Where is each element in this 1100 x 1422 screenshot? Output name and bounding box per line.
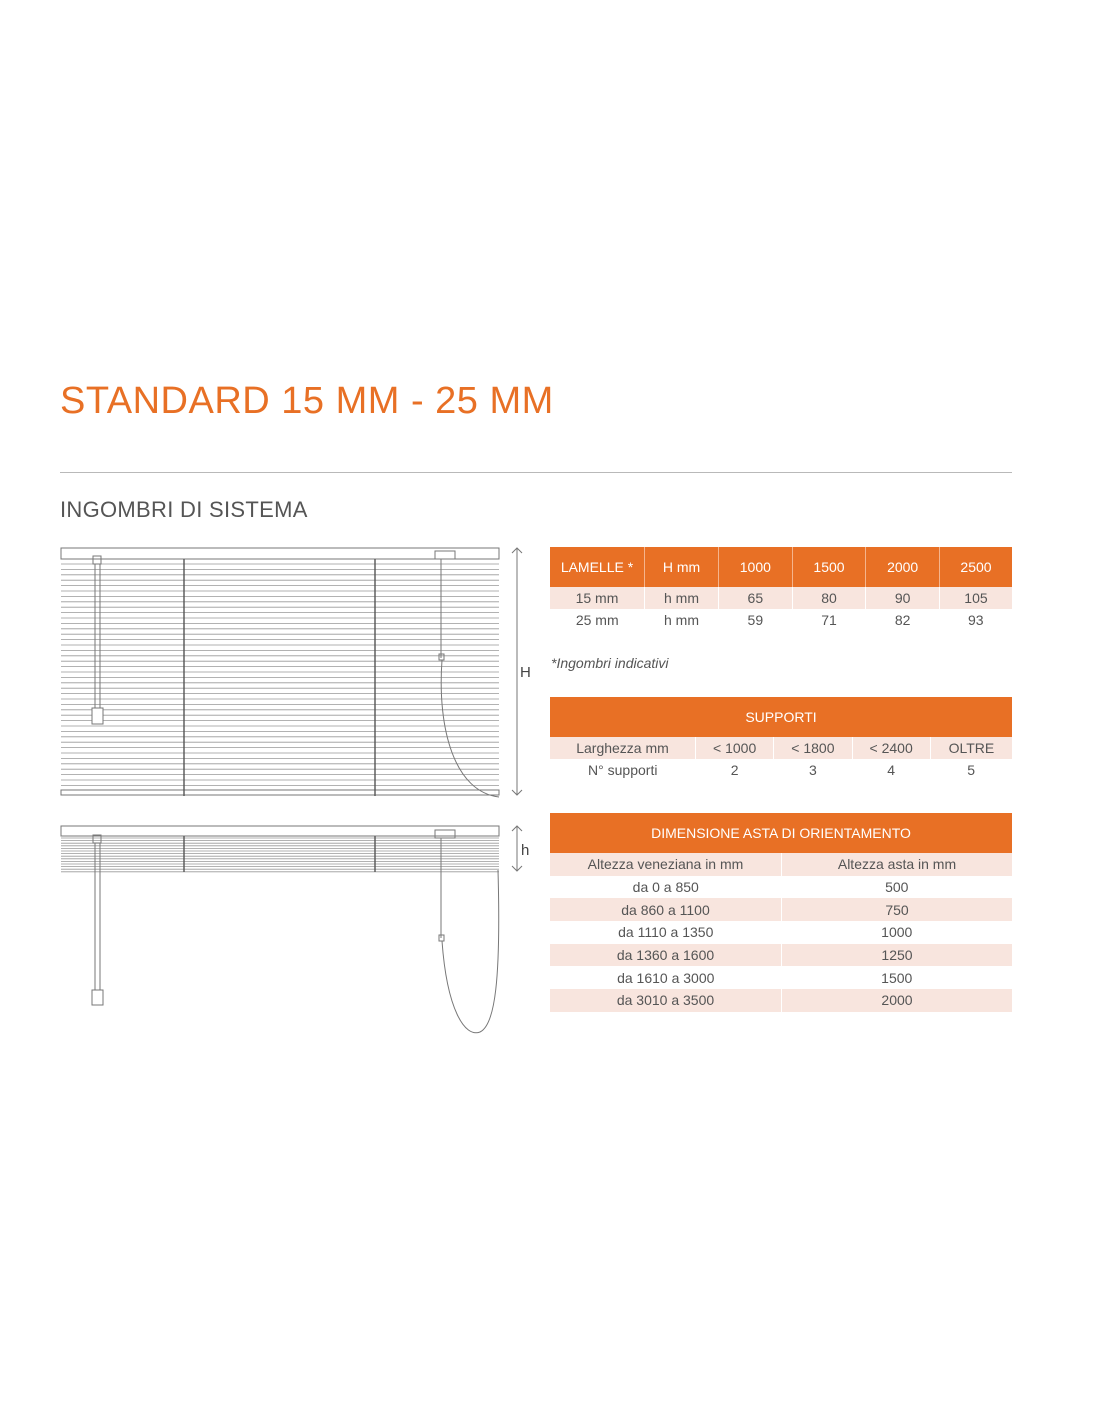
table-row: [550, 989, 1012, 1012]
table-row: [550, 737, 1012, 759]
table-row: [550, 944, 1012, 967]
table-cell: 1000: [881, 924, 913, 941]
table-cell: OLTRE: [930, 737, 1012, 759]
footnote: *Ingombri indicativi: [551, 655, 669, 671]
table-cell: h mm: [664, 612, 699, 628]
table-cell: 80: [792, 587, 866, 609]
header-cell: 2000: [866, 547, 940, 587]
table-cell: 71: [821, 612, 837, 628]
blind-drawing: [55, 540, 540, 1040]
table-cell: < 1000: [696, 737, 774, 759]
table-cell: 59: [747, 612, 764, 628]
wand-hook: [93, 556, 101, 564]
table-cell: Altezza asta in mm: [782, 853, 1013, 876]
lamelle-table: [550, 547, 1012, 631]
table-cell: da 3010 a 3500: [550, 989, 782, 1012]
page-title: STANDARD 15 MM - 25 MM: [60, 380, 554, 422]
divider: [60, 472, 1012, 473]
slats-stack: [61, 838, 499, 872]
table-cell: 65: [719, 587, 793, 609]
table-cell: 4: [887, 762, 896, 778]
table-row: [550, 966, 1012, 989]
table-row: [550, 609, 1012, 631]
table-header-row: [550, 813, 1012, 853]
table-cell: < 1800: [774, 737, 852, 759]
table-cell: 2: [730, 762, 739, 778]
table-cell: 5: [967, 762, 976, 778]
header-cell: 1000: [719, 547, 793, 587]
slats: [61, 564, 499, 785]
table-cell: 25 mm: [575, 612, 619, 628]
table-title: DIMENSIONE ASTA DI ORIENTAMENTO: [550, 813, 1012, 853]
table-row: [550, 587, 1012, 609]
wand-handle: [92, 708, 103, 724]
table-cell: N° supporti: [588, 762, 658, 778]
table-header-row: [550, 547, 1012, 587]
header-cell: LAMELLE *: [550, 547, 645, 587]
table-cell: < 2400: [852, 737, 930, 759]
table-cell: 82: [894, 612, 911, 628]
headrail: [61, 548, 499, 559]
table-cell: da 860 a 1100: [550, 898, 782, 921]
table-cell: Larghezza mm: [550, 737, 696, 759]
table-cell: da 0 a 850: [632, 879, 699, 896]
table-row: [550, 921, 1012, 944]
header-cell: 2500: [939, 547, 1012, 587]
table-row: [550, 876, 1012, 899]
table-title: SUPPORTI: [550, 697, 1012, 737]
table-cell: 1250: [782, 944, 1013, 967]
table-row: [550, 853, 1012, 876]
dimension-label-H: H: [520, 664, 531, 681]
table-cell: 2000: [782, 989, 1013, 1012]
table-cell: 750: [782, 898, 1013, 921]
table-row: [550, 898, 1012, 921]
table-cell: 105: [939, 587, 1012, 609]
asta-table: [550, 813, 1012, 1012]
table-cell: 500: [885, 879, 909, 896]
header-cell: 1500: [792, 547, 866, 587]
table-cell: 90: [866, 587, 940, 609]
table-cell: da 1610 a 3000: [617, 969, 715, 986]
section-subtitle: INGOMBRI DI SISTEMA: [60, 497, 308, 522]
cord-lock: [435, 551, 455, 559]
table-row: [550, 759, 1012, 781]
supporti-table: [550, 697, 1012, 781]
header-cell: H mm: [645, 547, 719, 587]
dimension-label-h: h: [521, 842, 530, 859]
table-cell: 1500: [881, 969, 913, 986]
table-cell: 3: [809, 762, 817, 778]
table-cell: da 1360 a 1600: [550, 944, 782, 967]
table-cell: h mm: [645, 587, 719, 609]
table-cell: Altezza veneziana in mm: [550, 853, 782, 876]
table-cell: 93: [967, 612, 984, 628]
table-cell: 15 mm: [550, 587, 645, 609]
table-header-row: [550, 697, 1012, 737]
table-cell: da 1110 a 1350: [618, 924, 714, 941]
